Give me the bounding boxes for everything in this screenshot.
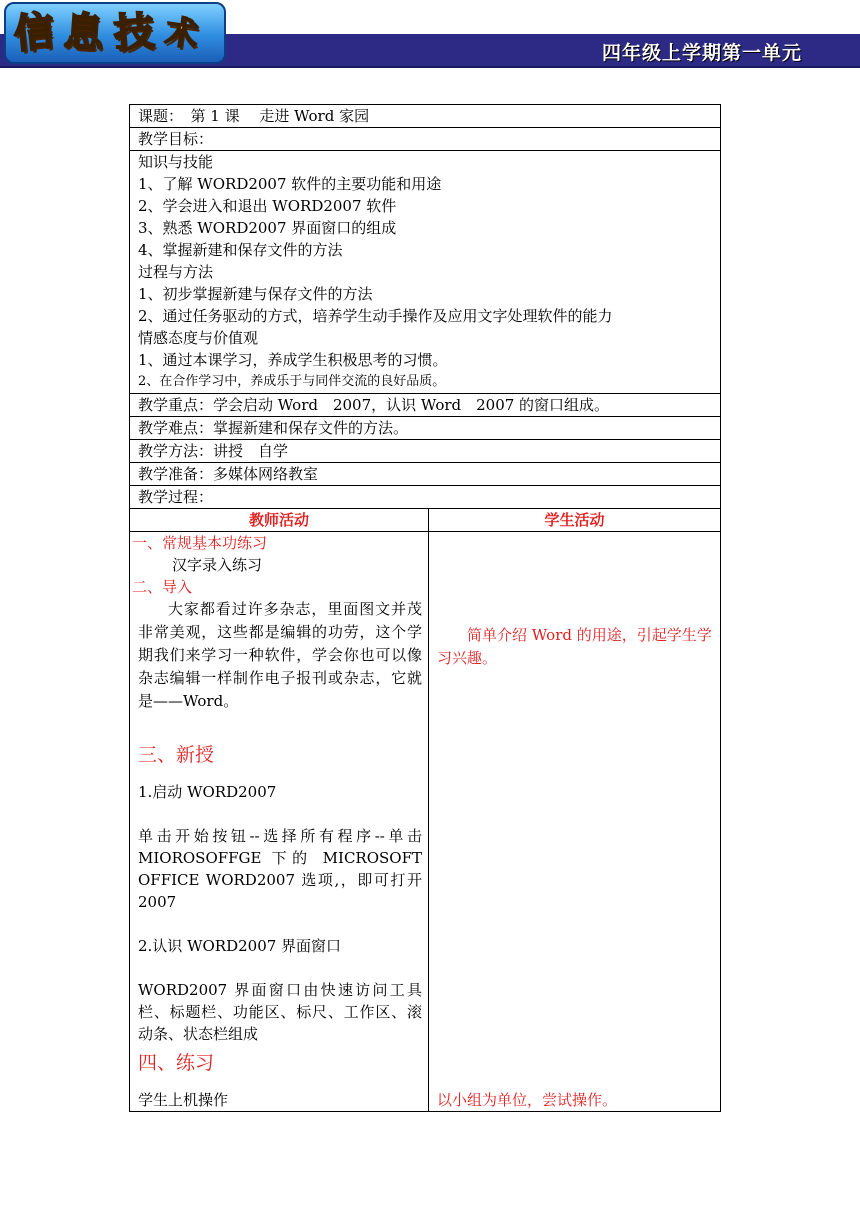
row-preparation	[130, 463, 721, 486]
teaching-preparation: 教学准备：多媒体网络教室	[130, 463, 721, 486]
row-objectives-label	[130, 128, 721, 151]
objective-line: 知识与技能	[138, 153, 214, 171]
teacher-column-header: 教师活动	[130, 509, 429, 532]
logo-char-1: 信	[11, 8, 57, 58]
section-new-item1-text: 单击开始按钮--选择所有程序--单击 MIOROSOFFGE 下的 MICROSOFT OFFICE WORD2007 选项,，即可打开 2007	[138, 827, 422, 911]
student-intro-text: 简单介绍 Word 的用途，引起学生学习兴趣。	[437, 626, 712, 667]
section-new-item1: 1.启动 WORD2007	[138, 783, 277, 801]
difficulty: 教学难点：掌握新建和保存文件的方法。	[130, 417, 721, 440]
section-warmup-title: 一、常规基本功练习	[132, 534, 268, 552]
objectives-list	[130, 151, 721, 394]
teacher-activities	[130, 532, 429, 1112]
key-point: 教学重点：学会启动 Word 2007，认识 Word 2007 的窗口组成。	[130, 394, 721, 417]
section-new-item2: 2.认识 WORD2007 界面窗口	[138, 937, 342, 955]
objective-line: 4、掌握新建和保存文件的方法	[138, 241, 343, 259]
process-label: 教学过程：	[130, 486, 721, 509]
lesson-plan-table	[129, 104, 721, 1112]
section-intro-text: 大家都看过许多杂志，里面图文并茂非常美观，这些都是编辑的功劳，这个学期我们来学习一种软件，学会你也可以像杂志编辑一样制作电子报刊或杂志，它就是——Word。	[138, 600, 422, 710]
row-difficulty	[130, 417, 721, 440]
section-new-title: 三、新授	[138, 744, 215, 766]
objective-line: 2、在合作学习中，养成乐于与同伴交流的良好品质。	[138, 374, 446, 389]
objective-line: 3、熟悉 WORD2007 界面窗口的组成	[138, 219, 397, 237]
student-practice-text: 以小组为单位，尝试操作。	[437, 1091, 618, 1109]
section-intro-title: 二、导入	[132, 578, 193, 596]
row-process-label	[130, 486, 721, 509]
objective-line: 1、了解 WORD2007 软件的主要功能和用途	[138, 175, 442, 193]
row-key-point	[130, 394, 721, 417]
section-new-item2-text: WORD2007 界面窗口由快速访问工具栏、标题栏、功能区、标尺、工作区、滚动条、状态栏组成	[138, 981, 422, 1043]
section-practice-title: 四、练习	[138, 1052, 215, 1074]
lesson-topic: 课题： 第 1 课 走进 Word 家园	[130, 105, 721, 128]
objective-line: 2、通过任务驱动的方式，培养学生动手操作及应用文字处理软件的能力	[138, 307, 613, 325]
section-practice-text: 学生上机操作	[138, 1091, 229, 1109]
objective-line: 1、初步掌握新建与保存文件的方法	[138, 285, 373, 303]
row-column-headers	[130, 509, 721, 532]
objective-line: 过程与方法	[138, 263, 214, 281]
logo-char-4: 术	[163, 11, 201, 55]
teaching-method: 教学方法：讲授 自学	[130, 440, 721, 463]
row-activities	[130, 532, 721, 1112]
objective-line: 情感态度与价值观	[138, 329, 259, 347]
objective-line: 2、学会进入和退出 WORD2007 软件	[138, 197, 397, 215]
unit-title: 四年级上学期第一单元	[601, 42, 802, 64]
info-tech-logo	[4, 2, 226, 64]
section-warmup-text: 汉字录入练习	[172, 556, 263, 574]
objective-line: 1、通过本课学习，养成学生积极思考的习惯。	[138, 351, 448, 369]
student-activities	[429, 532, 721, 1112]
row-method	[130, 440, 721, 463]
logo-char-3: 技	[112, 8, 156, 58]
student-column-header: 学生活动	[429, 509, 721, 532]
objectives-label: 教学目标：	[130, 128, 721, 151]
logo-char-2: 息	[62, 8, 106, 58]
row-topic	[130, 105, 721, 128]
row-objectives	[130, 151, 721, 394]
